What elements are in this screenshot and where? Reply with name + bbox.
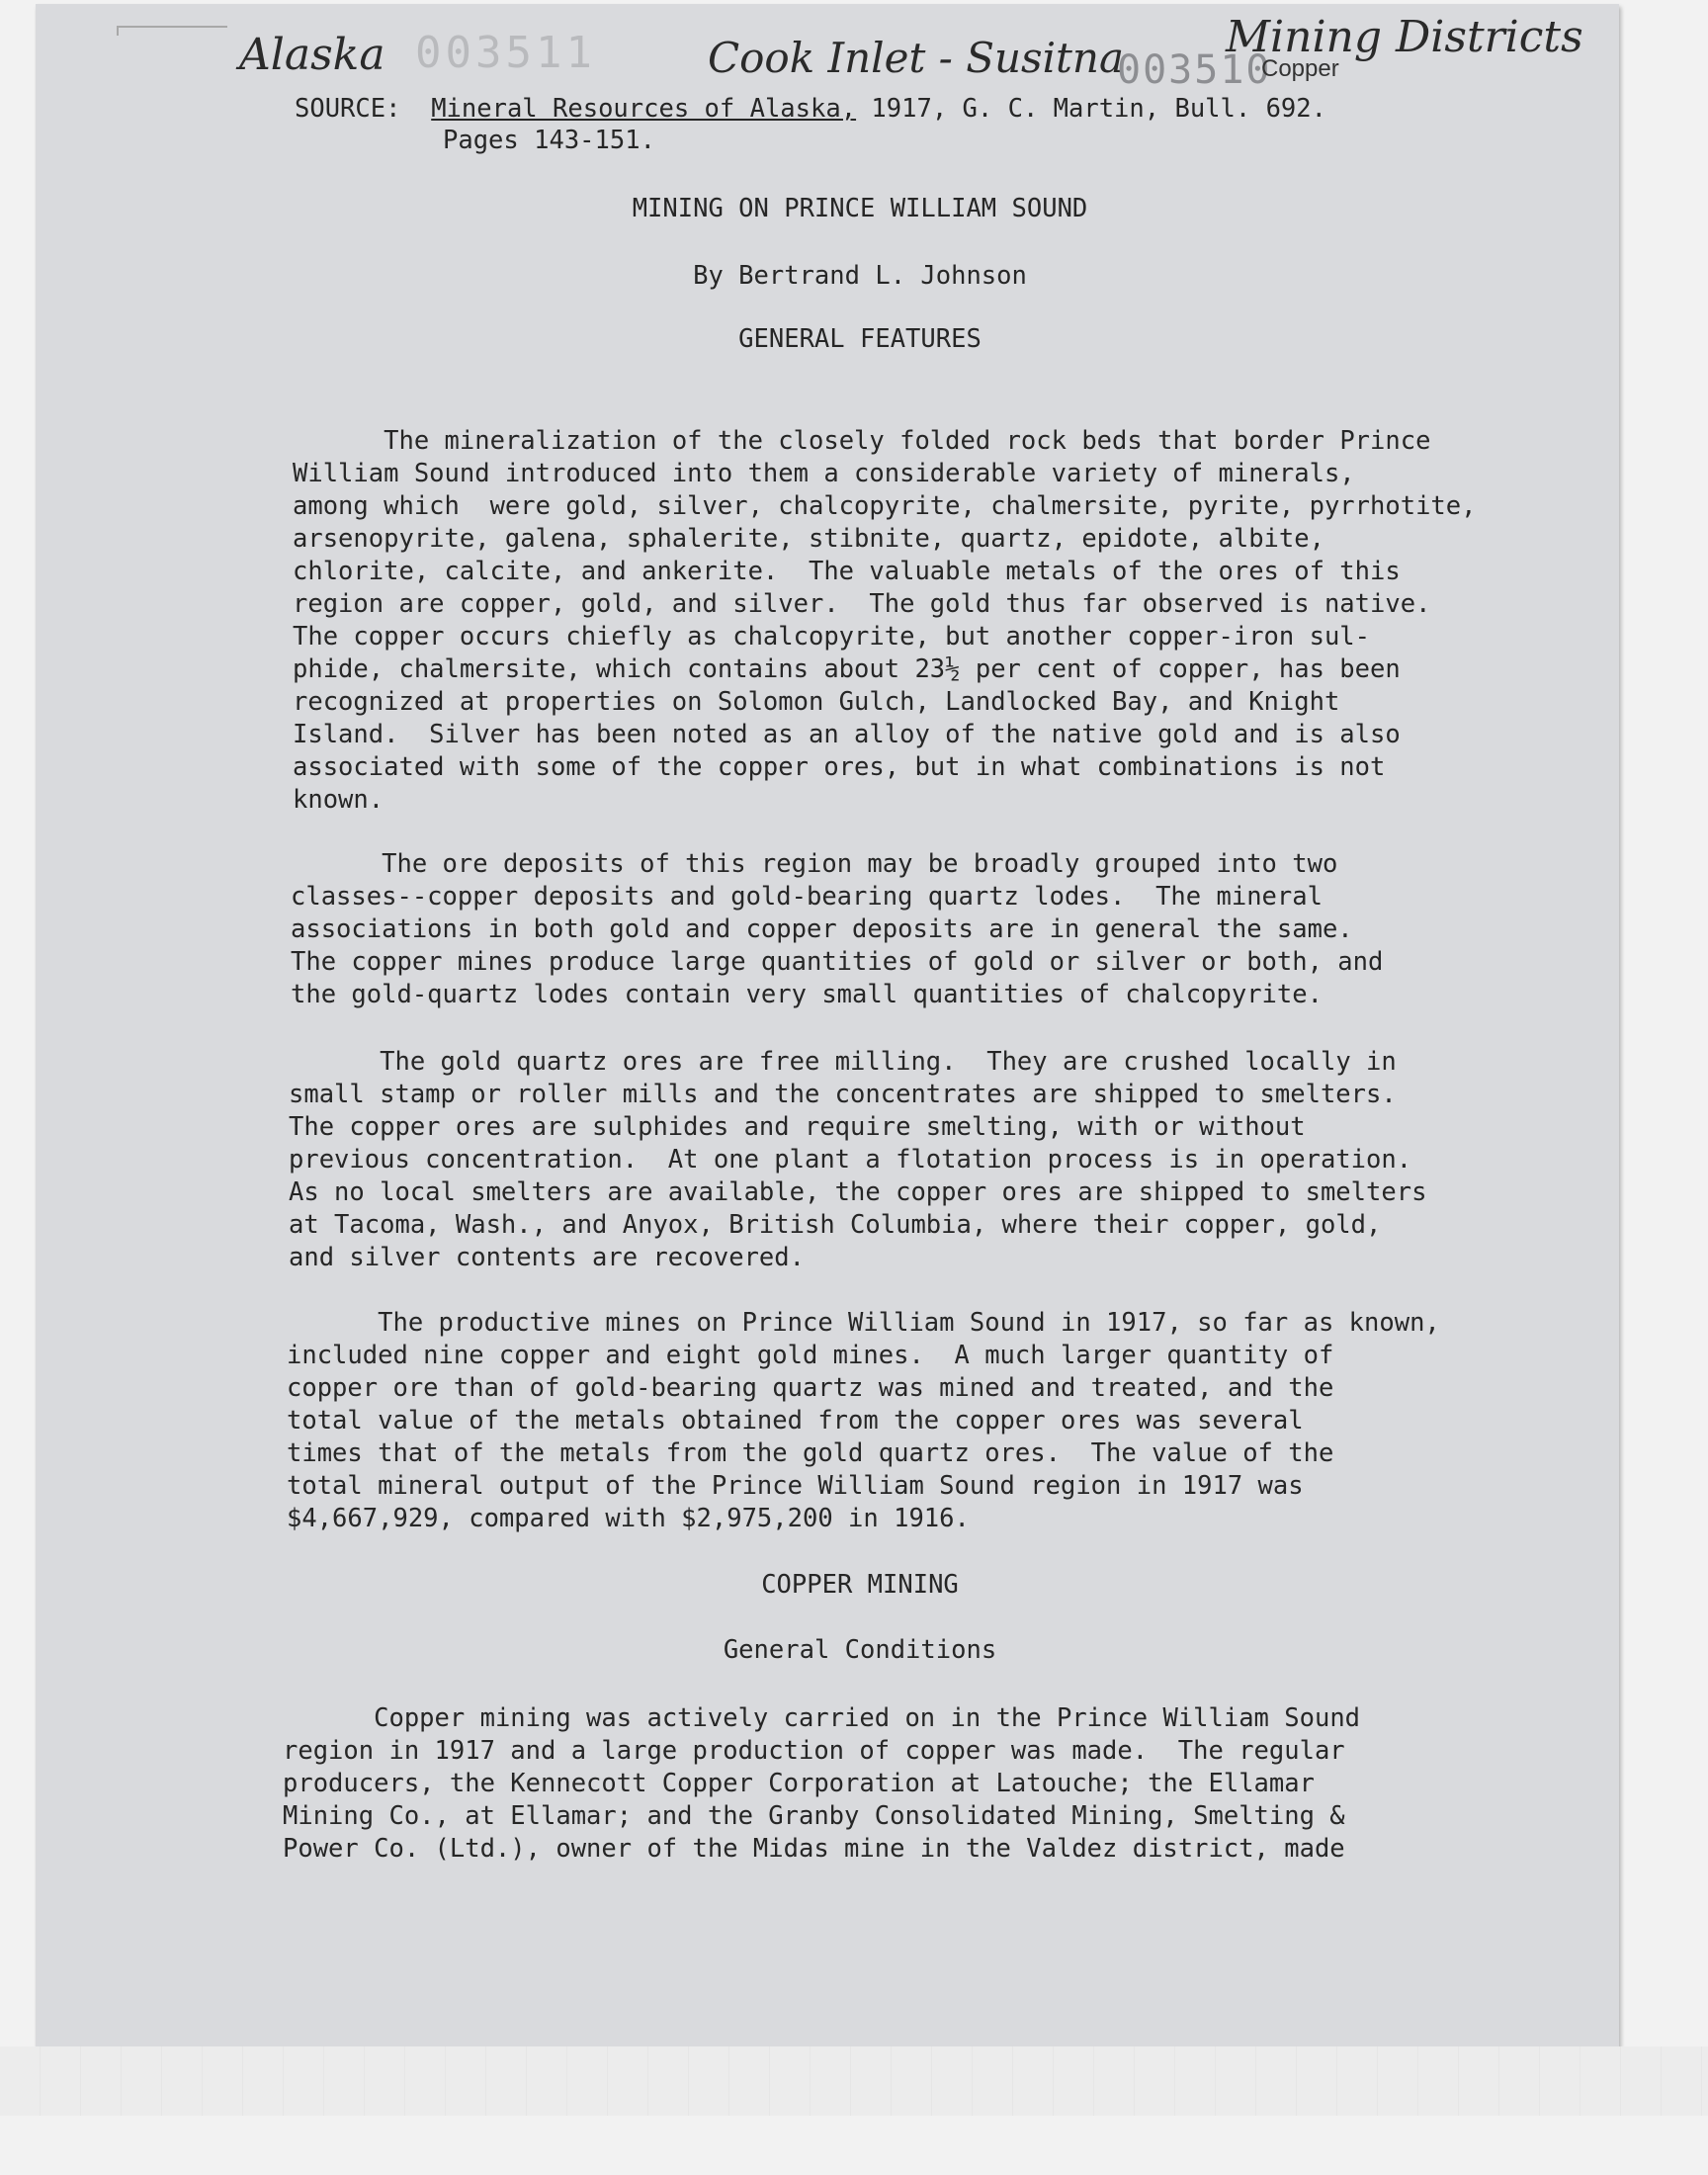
paper-clip-mark (117, 26, 227, 36)
section-heading-copper-mining: COPPER MINING (761, 1570, 959, 1600)
stamped-document-number: 003510 (1117, 47, 1272, 93)
handwritten-category: Mining Districts (1226, 12, 1583, 62)
faint-document-number: 003511 (415, 28, 596, 78)
paragraph: The gold quartz ores are free milling. They are crushed locally in small stamp or roller mills and the concentrates are shipped to smelters. The copper ores are sulphides and require smelting, with or without previous concentration. At one plant a flotation process is in operation. As no local smelters are available, the copper ores are shipped to smelters at Tacoma, Wash., and Anyox, British Columbia, where their copper, gold, and silver contents are recovered. (289, 1047, 1427, 1272)
handwritten-state: Alaska (239, 30, 385, 80)
subsection-heading: General Conditions (723, 1635, 997, 1665)
section-heading-general-features: GENERAL FEATURES (738, 324, 982, 354)
source-details: 1917, G. C. Martin, Bull. 692. (856, 94, 1326, 124)
paragraph: The mineralization of the closely folded rock beds that border Prince William Sound introduced into them a considerable variety of minerals, among which were gold, silver, chalcopyrite, chalmersite, pyrite, pyrrhotite, arsenopyrite, galena, sphalerite, stibnite, quartz, epidote, albite, chlorite, calcite, and ankerite. The valuable metals of the ores of this region are copper, gold, and silver. The gold thus far observed is native. The copper occurs chiefly as chalcopyrite, but another copper-iron sul- phide, chalmersite, which contains about 23½ per cent of copper, has been recognized at properties on Solomon Gulch, Landlocked Bay, and Knight Island. Silver has been noted as an alloy of the native gold and is also associated with some of the copper ores, but in what combinations is not known. (293, 426, 1477, 815)
handwritten-district: Cook Inlet - Susitna (708, 34, 1124, 82)
paragraph: The productive mines on Prince William Sound in 1917, so far as known, included nine copper and eight gold mines. A much larger quantity of copper ore than of gold-bearing quartz was mined and treated, and the total value of the metals obtained from the copper ores was several times that of the metals from the gold quartz ores. The value of the total mineral output of the Prince William Sound region in 1917 was $4,667,929, compared with $2,975,200 in 1916. (287, 1308, 1440, 1533)
source-line (295, 93, 1326, 126)
topic-tag: Copper (1261, 55, 1339, 82)
byline: By Bertrand L. Johnson (693, 261, 1027, 291)
paragraph: The ore deposits of this region may be broadly grouped into two classes--copper deposits and gold-bearing quartz lodes. The mineral associations in both gold and copper deposits are in general the same. The copper mines produce large quantities of gold or silver or both, and the gold-quartz lodes contain very small quantities of chalcopyrite. (291, 849, 1384, 1009)
source-title: Mineral Resources of Alaska, (431, 94, 857, 124)
source-pages: Pages 143-151. (443, 126, 655, 155)
source-label: SOURCE: (295, 94, 401, 124)
document-title: MINING ON PRINCE WILLIAM SOUND (632, 194, 1088, 223)
page-bottom-edge (0, 2046, 1708, 2116)
paragraph: Copper mining was actively carried on in the Prince William Sound region in 1917 and a large production of copper was made. The regular producers, the Kennecott Copper Corporation at Latouche; the Ellamar Mining Co., at Ellamar; and the Granby Consolidated Mining, Smelting & Power Co. (Ltd.), owner of the Midas mine in the Valdez district, made (283, 1703, 1361, 1864)
